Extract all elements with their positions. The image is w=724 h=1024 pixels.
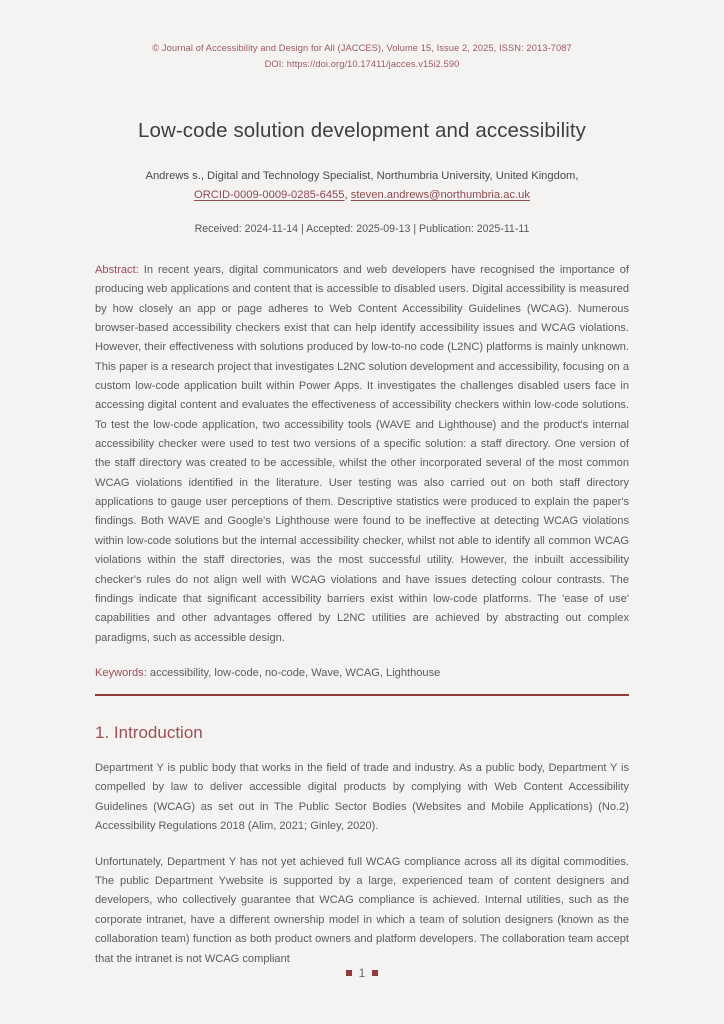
page-title: Low-code solution development and accessibility (137, 119, 587, 142)
keywords-label-colon: : (143, 666, 147, 679)
section-heading-introduction: 1. Introduction (95, 722, 203, 742)
keywords-label-text: Keywords (95, 666, 144, 679)
abstract-paragraph (95, 261, 629, 648)
body-paragraph: Unfortunately, Department Y has not yet achieved full WCAG compliance across all its digital commodities. The public Department Ywebsite is supported by a large, experienced team of content designers and developers, who collectively guarantee that WCAG compliance is achieved. Internal utilities, such as the corporate intranet, have a different ownership model in which a team of solution designers (known as the collaboration team) function as both product owners and platform developers. The collaboration team accept that the intranet is not WCAG compliant (95, 855, 629, 965)
keywords-divider (95, 694, 629, 696)
running-head (95, 0, 629, 72)
author-block (95, 167, 629, 205)
abstract-label-colon: : (135, 264, 139, 276)
keywords-line (95, 664, 629, 683)
page-footer (0, 967, 724, 979)
page-number: 1 (358, 966, 366, 980)
abstract-text: In recent years, digital communicators and web developers have recognised the importance of producing web applications and content that is accessible to disabled users. Digital accessibility is measured by how closely an app or page adheres to Web Content Accessibility Guidelines (WCAG). Numerous browser-based accessibility checkers exist that can help identify accessibility issues and WCAG violations. However, their effectiveness with solutions produced by low-to-no code (L2NC) platforms is mainly unknown. This paper is a research project that investigates L2NC solution development and accessibility, focusing on a custom low-code application built within Power Apps. It investigates the challenges disabled users face in accessing digital content and evaluates the effectiveness of accessibility checkers within low-code solutions. To test the low-code application, two accessibility tools (WAVE and Lighthouse) and the product's internal accessibility checker were used to test two versions of a specific solution: a staff directory. One version of the staff directory was created to be accessible, whilst the other incorporated several of the most common WCAG violations identified in the literature. User testing was also carried out on both staff directory applications to gauge user perceptions of them. Descriptive statistics were produced to explain the paper's findings. Both WAVE and Google's Lighthouse were found to be ineffective at detecting WCAG violations within low-code solutions but the internal accessibility checker, whilst not able to identify all common WCAG violations within the staff directories, was the most successful utility. However, the inbuilt accessibility checker's rules do not align well with WCAG violations and have issues detecting colour contrasts. The findings indicate that significant accessibility barriers exist within low-code platforms. The 'ease of use' capabilities and other advantages offered by L2NC utilities are achieved by abstracting out complex paradigms, such as accessible design. (95, 264, 629, 644)
keywords-label (95, 667, 147, 679)
author-links (95, 186, 629, 205)
footer-square-left-icon (346, 970, 352, 976)
body-paragraph: Department Y is public body that works in the field of trade and industry. As a public body, Department Y is compelled by law to deliver accessible digital products by complying with Web Content Accessibility Guidelines (WCAG) as set out in The Public Sector Bodies (Websites and Mobile Applications) (No.2) Accessibility Regulations 2018 (Alim, 2021; Ginley, 2020). (95, 761, 629, 833)
abstract-label (95, 264, 139, 276)
publication-dates: Received: 2024-11-14 | Accepted: 2025-09-13 | Publication: 2025-11-11 (194, 223, 530, 235)
journal-copyright-line: © Journal of Accessibility and Design for All (JACCES), Volume 15, Issue 2, 2025, ISSN: 2013-7087 (152, 43, 572, 53)
doi-line[interactable]: DOI: https://doi.org/10.17411/jacces.v15i2.590 (264, 59, 460, 69)
author-link-separator: , (344, 189, 351, 201)
footer-square-right-icon (372, 970, 378, 976)
email-link[interactable]: steven.andrews@northumbria.ac.uk (350, 189, 530, 201)
abstract-label-text: Abstract (95, 264, 136, 276)
orcid-link[interactable]: ORCID-0009-0009-0285-6455 (194, 189, 345, 201)
author-affiliation: Andrews s., Digital and Technology Specialist, Northumbria University, United Kingdom, (145, 170, 579, 182)
keywords-text: accessibility, low-code, no-code, Wave, WCAG, Lighthouse (146, 666, 441, 679)
